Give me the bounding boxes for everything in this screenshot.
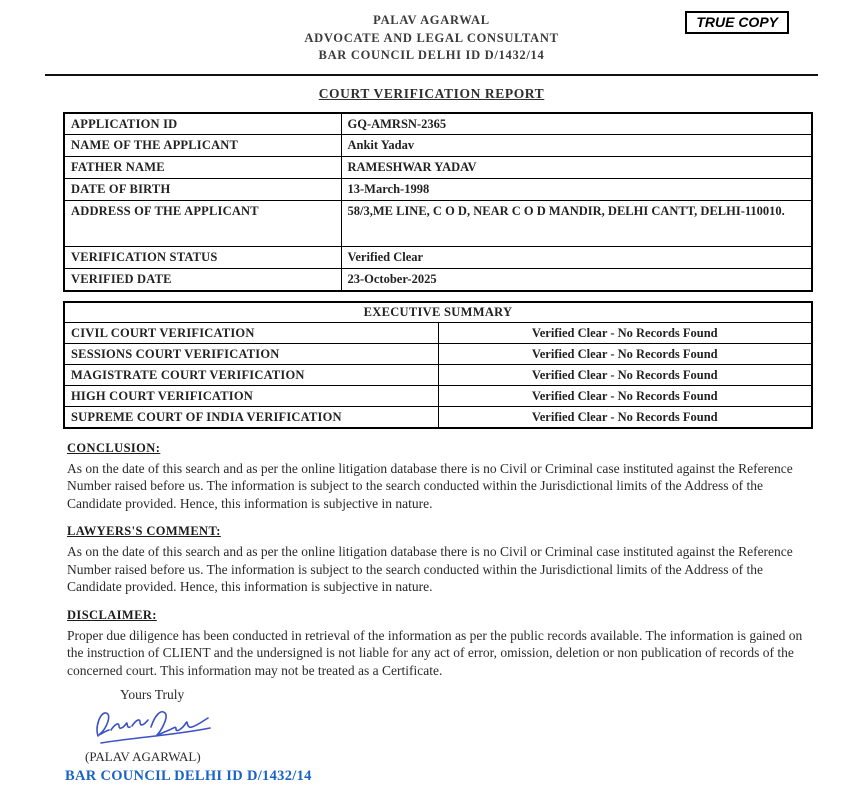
conclusion-text: As on the date of this search and as per the online litigation database there is no Civil or Criminal case instituted against the Reference Number raised before us. The information is subject to the search conducted within the Jurisdictional limits of the Address of the Candidate provided. Hence, this information is subjective in nature. [67, 460, 793, 511]
row-label: VERIFIED DATE [64, 269, 341, 291]
signature-stroke [97, 712, 210, 743]
handwritten-signature-icon [88, 705, 218, 749]
row-label: APPLICATION ID [64, 113, 341, 135]
row-value: Verified Clear [341, 247, 812, 269]
row-value: Verified Clear - No Records Found [438, 343, 812, 364]
row-label: NAME OF THE APPLICANT [64, 135, 341, 157]
row-label: SESSIONS COURT VERIFICATION [64, 343, 438, 364]
row-value: RAMESHWAR YADAV [341, 157, 812, 179]
table-row [64, 364, 812, 385]
lawyers-comment-section [67, 524, 812, 596]
row-value: Verified Clear - No Records Found [438, 406, 812, 428]
disclaimer-text: Proper due diligence has been conducted in retrieval of the information as per the public records available. The information is gained on the instruction of CLIENT and the undersigned is not liable for any act of error, omission, deletion or non publication of records of the concerned court. This information may not be treated as a Certificate. [67, 627, 803, 678]
row-value: Verified Clear - No Records Found [438, 364, 812, 385]
report-title: COURT VERIFICATION REPORT [318, 85, 545, 101]
row-value: 13-March-1998 [341, 179, 812, 201]
advocate-name: PALAV AGARWAL [373, 13, 490, 27]
row-value: Ankit Yadav [341, 135, 812, 157]
row-label: SUPREME COURT OF INDIA VERIFICATION [64, 406, 438, 428]
true-copy-stamp: TRUE COPY [685, 11, 789, 34]
executive-summary-table [63, 301, 813, 429]
signatory-name: (PALAV AGARWAL) [85, 749, 201, 764]
table-row [64, 269, 812, 291]
disclaimer-section [67, 608, 812, 680]
conclusion-heading: CONCLUSION: [67, 440, 161, 455]
conclusion-section [67, 441, 812, 513]
table-row [64, 322, 812, 343]
row-label: HIGH COURT VERIFICATION [64, 385, 438, 406]
executive-summary-title: EXECUTIVE SUMMARY [64, 302, 812, 323]
advocate-bar-id: BAR COUNCIL DELHI ID D/1432/14 [318, 48, 545, 62]
row-label: FATHER NAME [64, 157, 341, 179]
applicant-details-table [63, 112, 813, 292]
signatory-bar-id: BAR COUNCIL DELHI ID D/1432/14 [65, 768, 312, 784]
lawyers-comment-heading: LAWYERS'S COMMENT: [67, 524, 221, 538]
table-row [64, 179, 812, 201]
row-value: 23-October-2025 [341, 269, 812, 291]
header-divider [45, 74, 818, 76]
table-header-row [64, 302, 812, 323]
row-label: DATE OF BIRTH [64, 179, 341, 201]
row-value: GQ-AMRSN-2365 [341, 113, 812, 135]
table-row [64, 247, 812, 269]
row-label: MAGISTRATE COURT VERIFICATION [64, 364, 438, 385]
row-label: ADDRESS OF THE APPLICANT [64, 201, 341, 247]
table-row [64, 343, 812, 364]
lawyers-comment-text: As on the date of this search and as per the online litigation database there is no Civil or Criminal case instituted against the Reference Number raised before us. The information is subject to the search conducted within the Jurisdictional limits of the Address of the Candidate provided. Hence, this information is subjective in nature. [67, 544, 793, 594]
signature-image [88, 705, 863, 749]
advocate-title: ADVOCATE AND LEGAL CONSULTANT [304, 30, 559, 45]
row-value: Verified Clear - No Records Found [438, 385, 812, 406]
table-row [64, 135, 812, 157]
table-row [64, 201, 812, 247]
row-value: 58/3,ME LINE, C O D, NEAR C O D MANDIR, DELHI CANTT, DELHI-110010. [341, 201, 812, 247]
row-value: Verified Clear - No Records Found [438, 322, 812, 343]
table-row [64, 113, 812, 135]
row-label: VERIFICATION STATUS [64, 247, 341, 269]
closing-salutation: Yours Truly [120, 687, 185, 702]
table-row [64, 385, 812, 406]
row-label: CIVIL COURT VERIFICATION [64, 322, 438, 343]
table-row [64, 406, 812, 428]
disclaimer-heading: DISCLAIMER: [67, 607, 157, 622]
table-row [64, 157, 812, 179]
